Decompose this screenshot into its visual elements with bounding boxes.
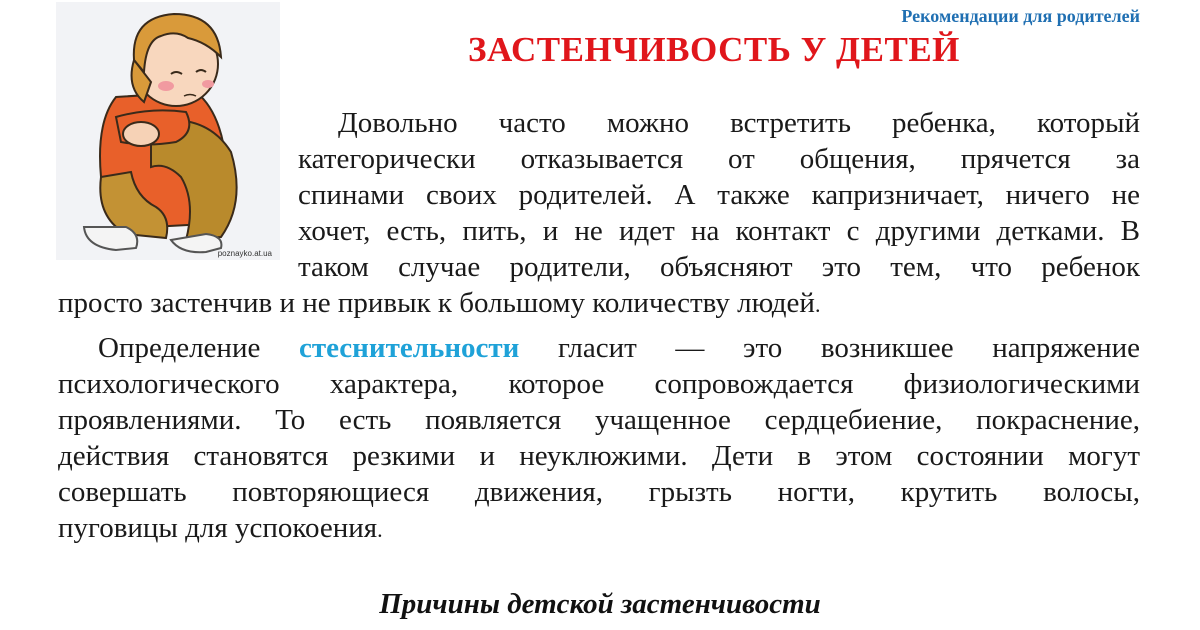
document-kicker: Рекомендации для родителей — [901, 6, 1140, 26]
document-title: ЗАСТЕНЧИВОСТЬ У ДЕТЕЙ — [468, 30, 960, 69]
paragraph1-line: категорически отказывается от общения, прячется за — [298, 143, 1140, 175]
highlighted-term: стеснительности — [298, 332, 520, 364]
child-drawing — [56, 2, 280, 260]
paragraph2-line: психологического характера, которое сопровождается физиологическими — [58, 368, 1140, 400]
shy-child-illustration — [56, 2, 280, 260]
paragraph1-line: спинами своих родителей. А также капризничает, ничего не — [298, 179, 1140, 211]
illustration-watermark: poznayko.at.ua — [217, 249, 272, 258]
paragraph2-line: проявлениями. То есть появляется учащенное сердцебиение, покраснение, — [58, 404, 1140, 436]
paragraph2-line: действия становятся резкими и неуклюжими. Дети в этом состоянии могут — [58, 440, 1140, 472]
paragraph2-line: пуговицы для успокоения — [58, 512, 378, 544]
paragraph1-line: хочет, есть, пить, и не идет на контакт с другими детками. В — [298, 215, 1140, 247]
paragraph1-line: таком случае родители, объясняют это тем, что ребенок — [298, 251, 1140, 283]
paragraph2-end: . — [377, 517, 383, 542]
section-heading: Причины детской застенчивости — [379, 588, 821, 620]
paragraph2-before-term: Определение — [98, 332, 299, 364]
paragraph1-line: Довольно часто можно встретить ребенка, который — [338, 107, 1140, 139]
paragraph2-line: совершать повторяющиеся движения, грызть ногти, крутить волосы, — [58, 476, 1140, 508]
paragraph2-first-line — [58, 330, 1140, 366]
paragraph2-after-term: гласит — это возникшее напряжение — [519, 332, 1140, 364]
paragraph1-end: . — [814, 292, 821, 317]
paragraph1-last-line — [58, 285, 1140, 323]
paragraph1-line: просто застенчив и не привык к большому количеству людей — [58, 287, 815, 319]
paragraph2-last-line — [58, 510, 1140, 548]
